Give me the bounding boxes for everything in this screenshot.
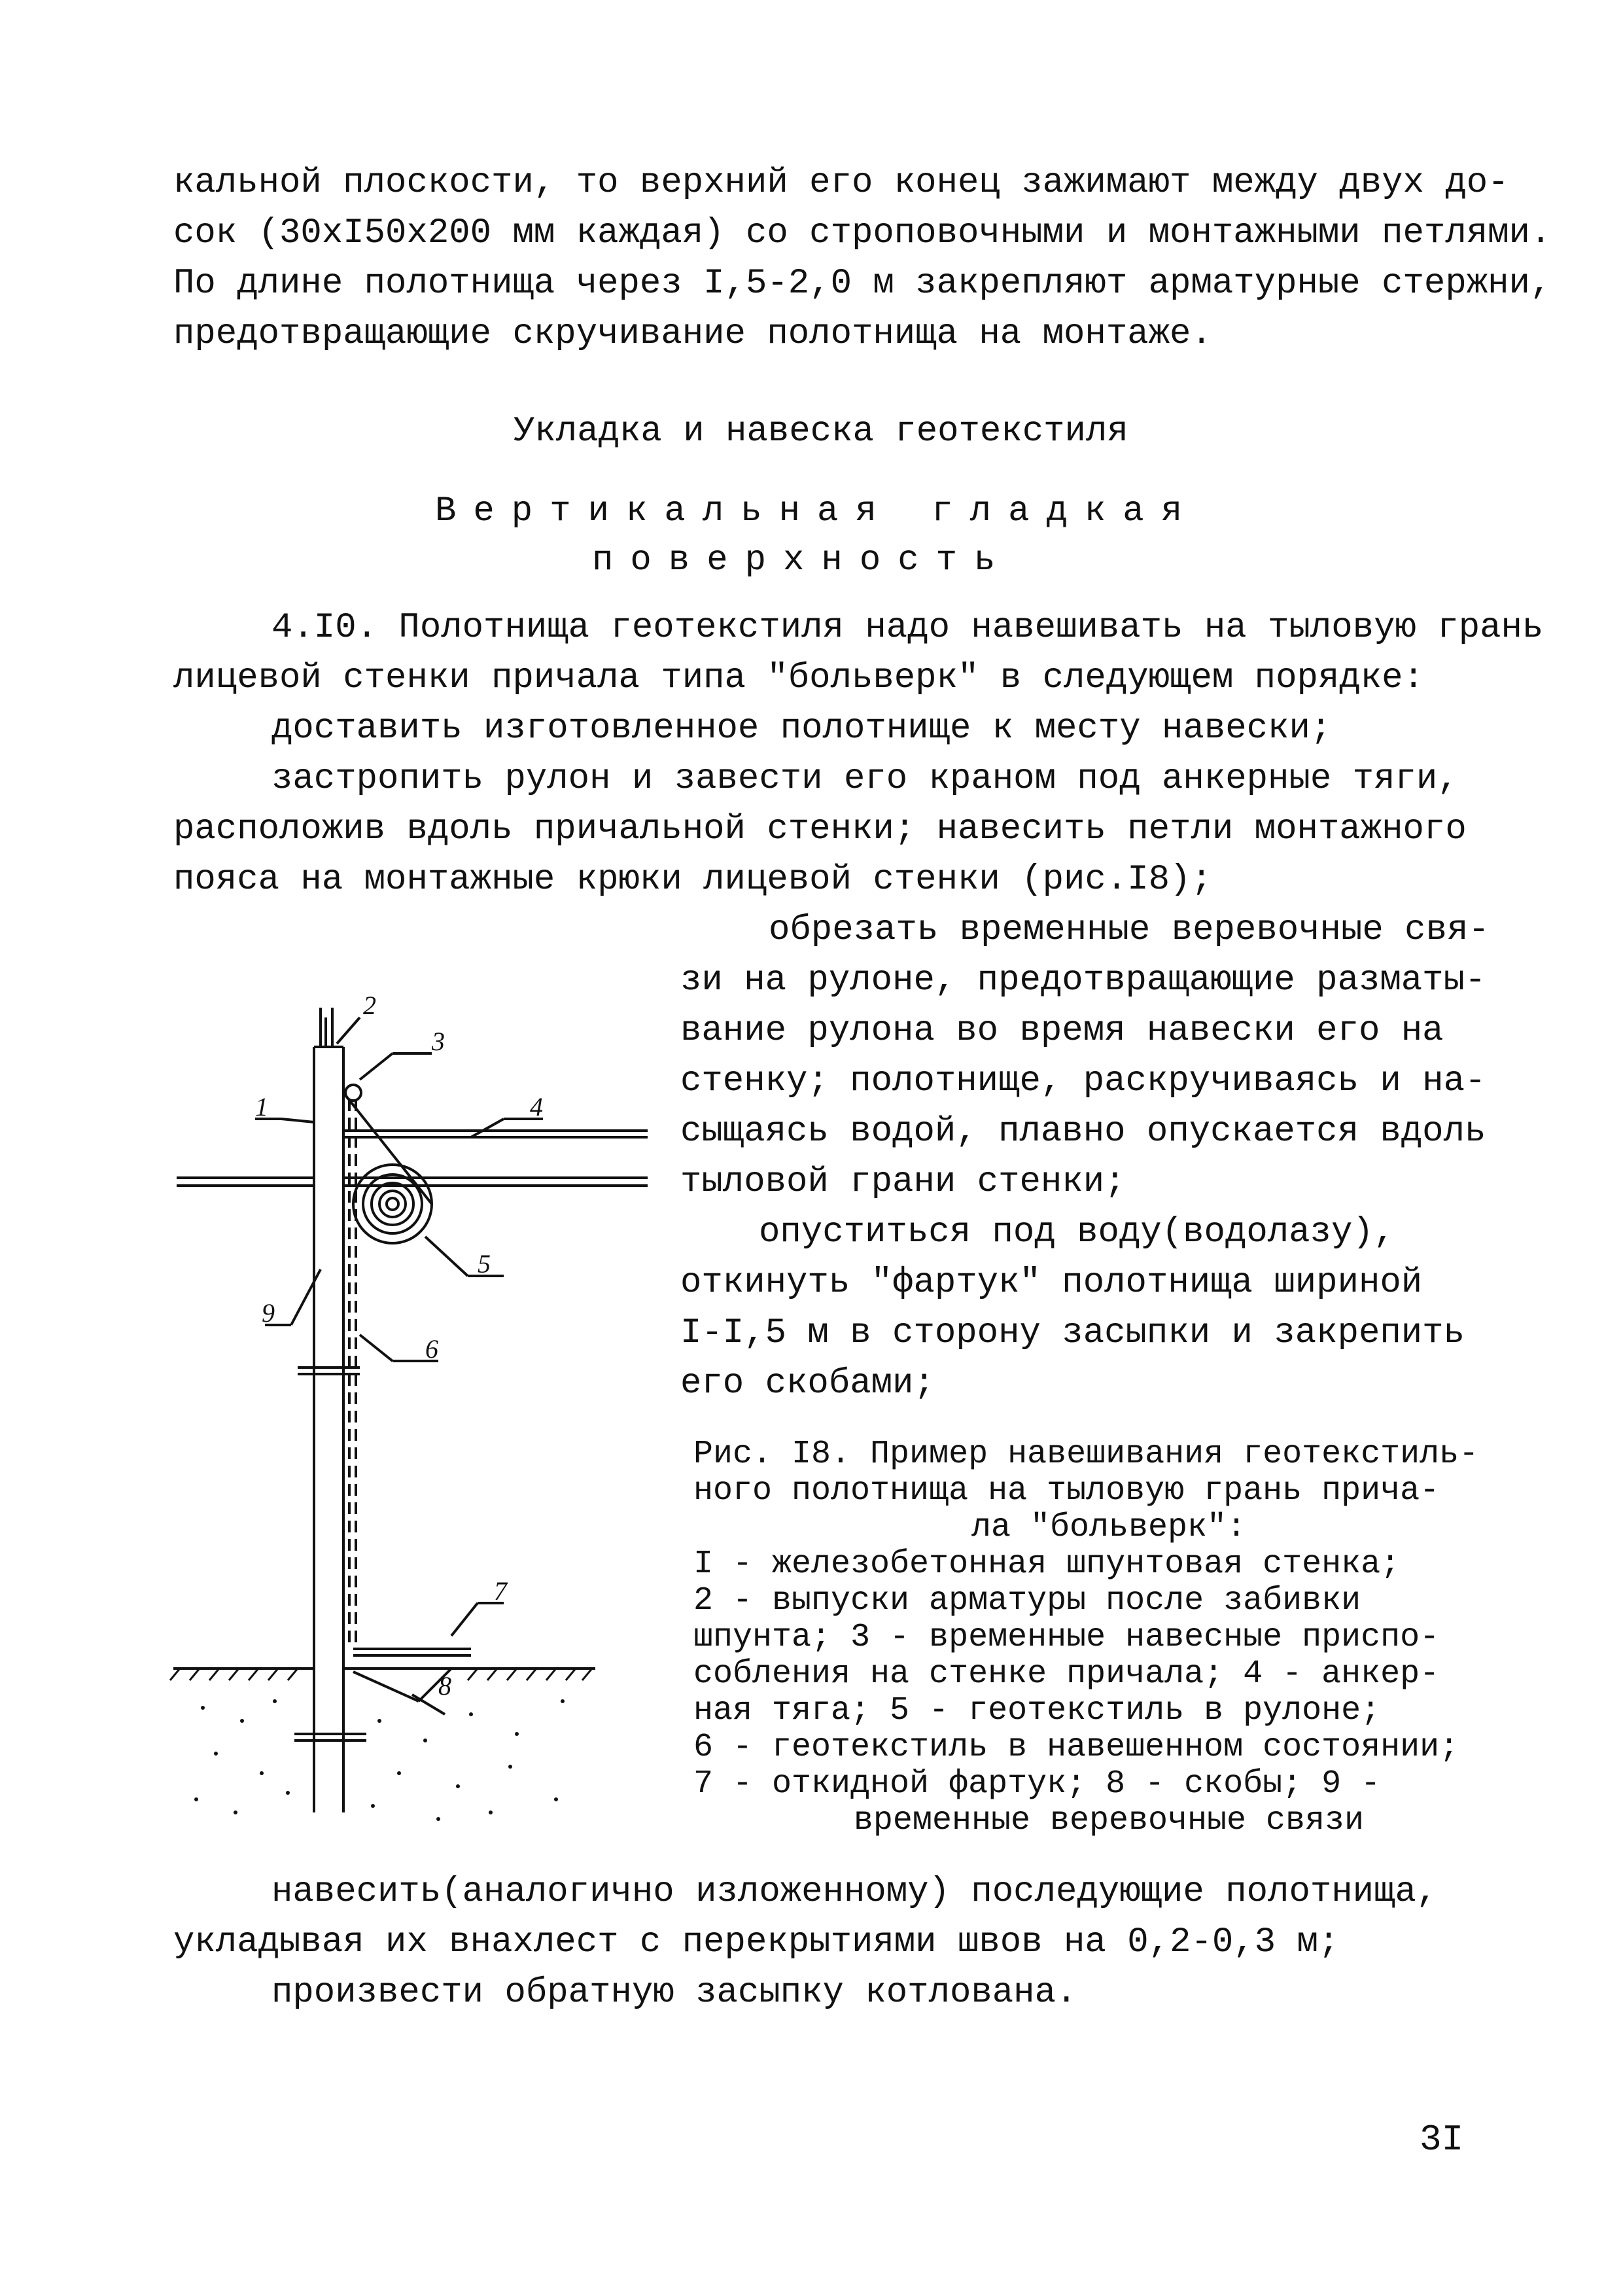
text-line: откинуть "фартук" полотнища шириной	[680, 1263, 1423, 1303]
subsection-title-line1: Вертикальная гладкая	[435, 491, 1200, 531]
text-line: зи на рулоне, предотвращающие разматы-	[680, 961, 1486, 1000]
text-line: По длине полотнища через I,5-2,0 м закрепляют арматурные стержни,	[173, 264, 1552, 304]
figure-label: 4	[530, 1092, 543, 1122]
figure-label: 1	[255, 1092, 268, 1122]
text-line: сок (30хI50х200 мм каждая) со строповочными и монтажными петлями.	[173, 213, 1552, 253]
text-line: предотвращающие скручивание полотнища на монтаже.	[173, 314, 1212, 354]
figure-label: 8	[438, 1671, 451, 1701]
figure-18-diagram	[164, 981, 674, 1832]
text-line: стенку; полотнище, раскручиваясь и на-	[680, 1061, 1486, 1101]
text-line: I-I,5 м в сторону засыпки и закрепить	[680, 1313, 1465, 1353]
caption-line: временные веревочные связи	[853, 1802, 1365, 1839]
caption-line: ная тяга; 5 - геотекстиль в рулоне;	[693, 1692, 1381, 1729]
text-line: 4.I0. Полотнища геотекстиля надо навешивать на тыловую грань	[271, 608, 1544, 648]
caption-line: Рис. I8. Пример навешивания геотекстиль-	[693, 1436, 1479, 1473]
figure-label: 7	[494, 1576, 507, 1606]
figure-label: 9	[262, 1298, 275, 1328]
text-line: тыловой грани стенки;	[680, 1162, 1126, 1202]
figure-label: 5	[478, 1249, 491, 1279]
text-line: навесить(аналогично изложенному) последующие полотнища,	[271, 1872, 1438, 1912]
text-line: обрезать временные веревочные свя-	[769, 910, 1490, 950]
text-line: пояса на монтажные крюки лицевой стенки (рис.I8);	[173, 860, 1212, 900]
text-line: укладывая их внахлест с перекрытиями швов на 0,2-0,3 м;	[173, 1922, 1340, 1962]
text-line: опуститься под воду(водолазу),	[759, 1212, 1395, 1252]
text-line: вание рулона во время навески его на	[680, 1011, 1444, 1051]
figure-label: 6	[425, 1334, 438, 1364]
caption-line: I - железобетонная шпунтовая стенка;	[693, 1545, 1401, 1583]
text-line: его скобами;	[680, 1364, 935, 1404]
caption-line: 2 - выпуски арматуры после забивки	[693, 1582, 1361, 1619]
figure-caption	[693, 1436, 1524, 1839]
section-title: Укладка и навеска геотекстиля	[514, 412, 1128, 451]
figure-label: 2	[363, 991, 376, 1020]
text-line: произвести обратную засыпку котлована.	[271, 1973, 1077, 2013]
text-line: лицевой стенки причала типа "больверк" в следующем порядке:	[173, 658, 1424, 698]
text-line: сыщаясь водой, плавно опускается вдоль	[680, 1112, 1486, 1152]
caption-line: 6 - геотекстиль в навешенном состоянии;	[693, 1729, 1459, 1766]
caption-line: ла "больверк":	[971, 1509, 1247, 1546]
text-line: застропить рулон и завести его краном под анкерные тяги,	[271, 759, 1459, 799]
subsection-title-line2: поверхность	[592, 540, 1013, 580]
text-line: расположив вдоль причальной стенки; навесить петли монтажного	[173, 809, 1467, 849]
caption-line: 7 - откидной фартук; 8 - скобы; 9 -	[693, 1765, 1381, 1803]
caption-line: ного полотнища на тыловую грань прича-	[693, 1472, 1440, 1510]
text-line: кальной плоскости, то верхний его конец зажимают между двух до-	[173, 163, 1509, 203]
caption-line: шпунта; 3 - временные навесные приспо-	[693, 1619, 1440, 1656]
text-line: доставить изготовленное полотнище к месту навески;	[271, 709, 1332, 749]
figure-label: 3	[432, 1027, 445, 1056]
caption-line: собления на стенке причала; 4 - анкер-	[693, 1655, 1440, 1693]
page-number: 3I	[1420, 2119, 1464, 2161]
